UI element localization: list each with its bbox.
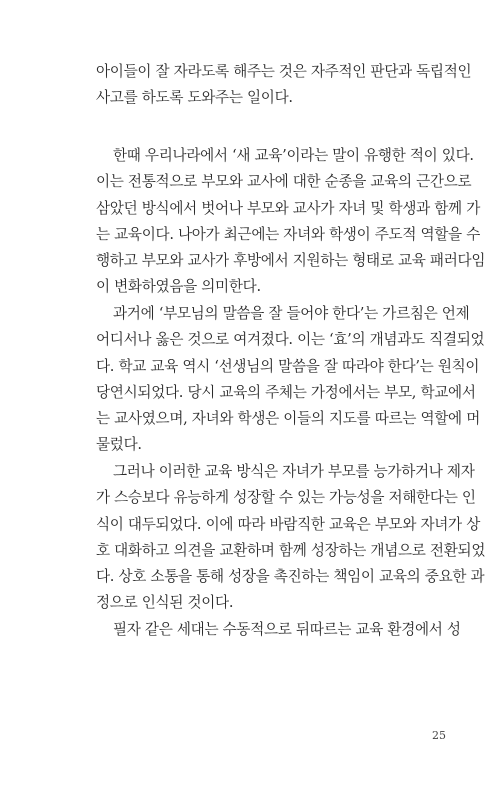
text-line: 한때 우리나라에서 ‘새 교육’이라는 말이 유행한 적이 있다. (113, 147, 474, 164)
text-line: 다. 상호 소통을 통해 성장을 촉진하는 책임이 교육의 중요한 과 (96, 568, 485, 586)
text-line: 아이들이 잘 자라도록 해주는 것은 자주적인 판단과 독립적인 (96, 63, 472, 80)
paragraph-2 (96, 143, 486, 301)
paragraph-1 (96, 59, 472, 112)
text-line: 다. 학교 교육 역시 ‘선생님의 말씀을 잘 따라야 한다’는 원칙이 (96, 357, 480, 375)
text-line: 당연시되었다. 당시 교육의 주체는 가정에서는 부모, 학교에서 (96, 383, 476, 401)
text-line: 는 교육이다. 나아가 최근에는 자녀와 학생이 주도적 역할을 수 (96, 225, 480, 243)
paragraph-5 (96, 617, 461, 643)
text-line: 물렀다. (96, 436, 142, 454)
text-line: 는 교사였으며, 자녀와 학생은 이들의 지도를 따르는 역할에 머 (96, 410, 480, 428)
text-line: 필자 같은 세대는 수동적으로 뒤따르는 교육 환경에서 성 (113, 621, 461, 638)
paragraph-3 (96, 301, 485, 459)
text-line: 사고를 하도록 도와주는 일이다. (96, 89, 293, 107)
text-line: 이 변화하였음을 의미한다. (96, 278, 261, 296)
text-line: 그러나 이러한 교육 방식은 자녀가 부모를 능가하거나 제자 (113, 463, 475, 480)
paragraph-4 (96, 459, 486, 617)
text-line: 이는 전통적으로 부모와 교사에 대한 순종을 교육의 근간으로 (96, 173, 472, 191)
page-number: 25 (432, 729, 446, 742)
text-line: 가 스승보다 유능하게 성장할 수 있는 가능성을 저해한다는 인 (96, 489, 476, 507)
text-line: 식이 대두되었다. 이에 따라 바람직한 교육은 부모와 자녀가 상 (96, 515, 480, 533)
text-line: 과거에 ‘부모님의 말씀을 잘 들어야 한다’는 가르침은 언제 (113, 305, 470, 322)
text-line: 호 대화하고 의견을 교환하며 함께 성장하는 개념으로 전환되었 (96, 541, 486, 559)
text-line: 행하고 부모와 교사가 후방에서 지원하는 형태로 교육 패러다임 (96, 252, 486, 270)
text-line: 어디서나 옳은 것으로 여겨졌다. 이는 ‘효’의 개념과도 직결되었 (96, 331, 485, 349)
text-line: 정으로 인식된 것이다. (96, 594, 234, 612)
text-line: 삼았던 방식에서 벗어나 부모와 교사가 자녀 및 학생과 함께 가 (96, 199, 480, 217)
